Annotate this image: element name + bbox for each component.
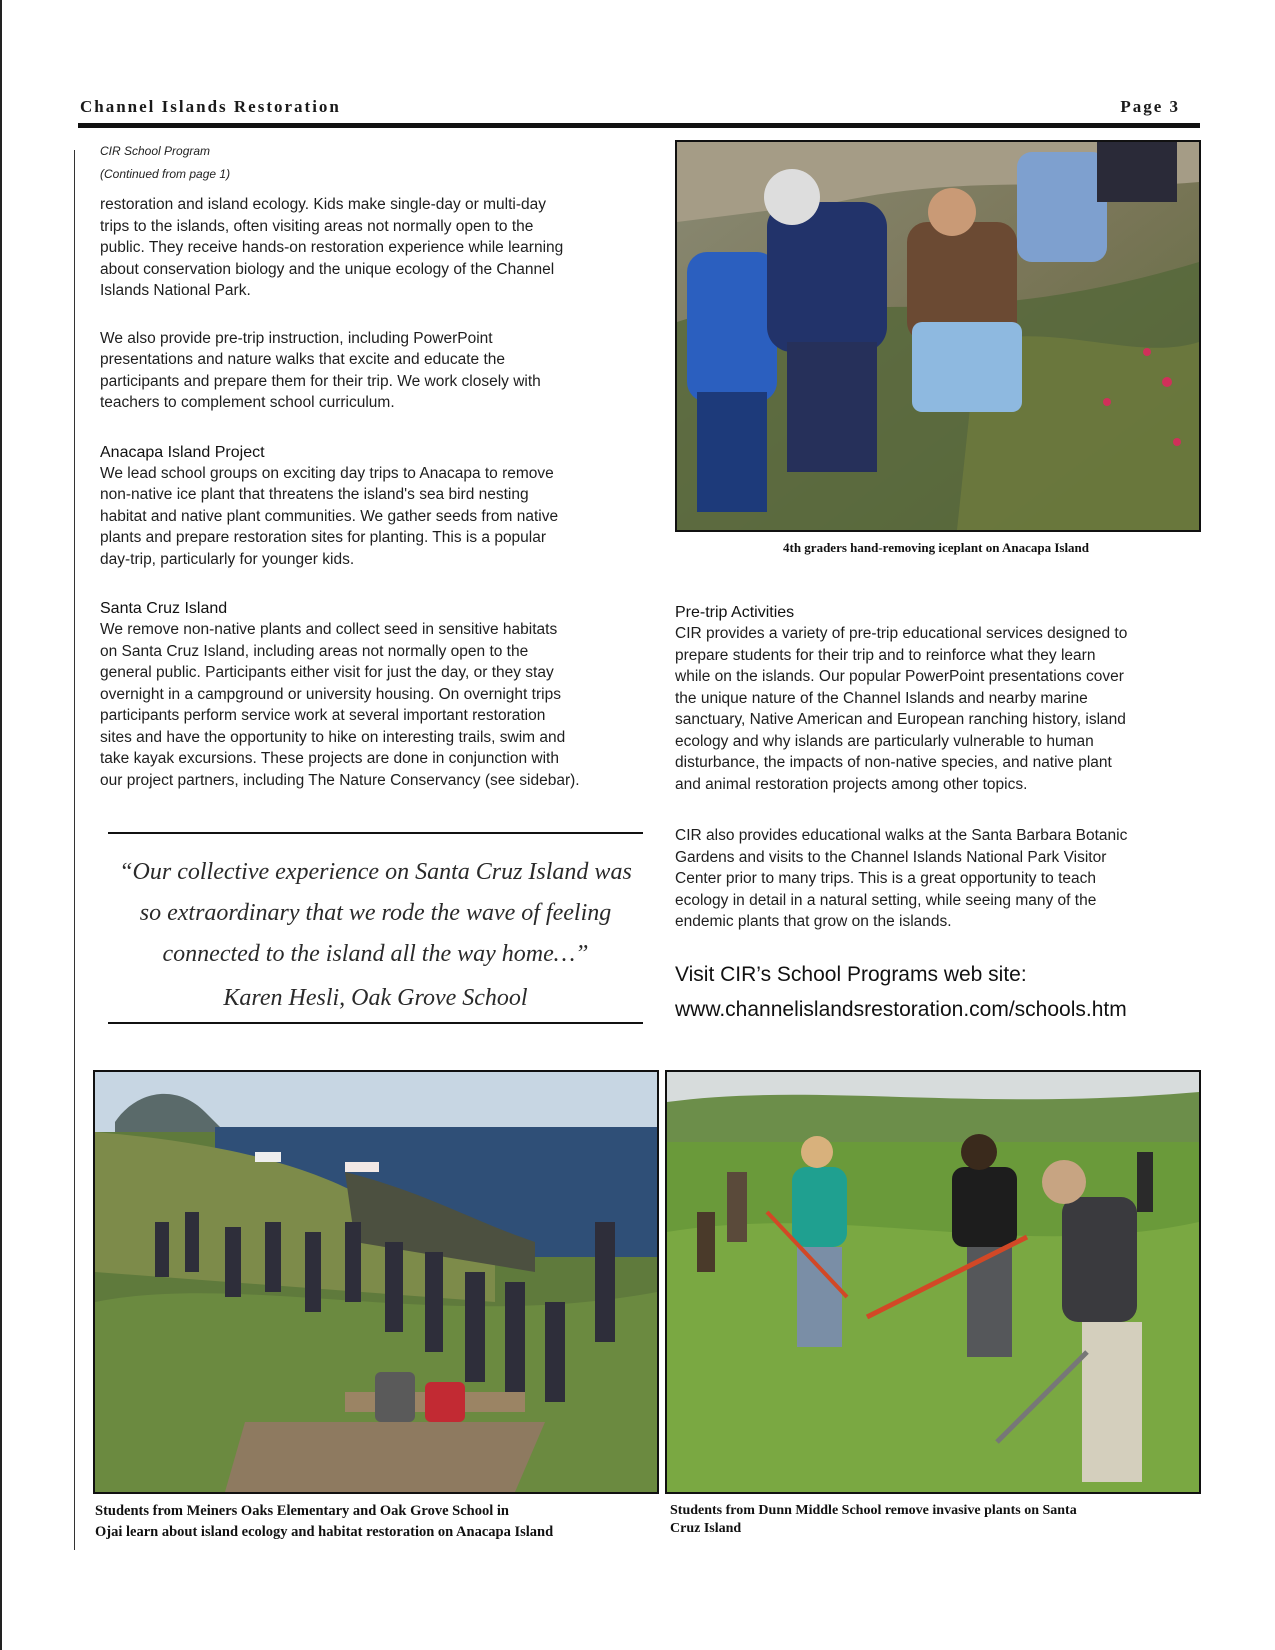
caption-line: Ojai learn about island ecology and habitat restoration on Anacapa Island — [95, 1524, 554, 1540]
text-line: presentations and nature walks that excite and educate the — [100, 351, 505, 368]
text-line: participants perform service work at several important restoration — [100, 707, 546, 724]
intro-paragraph — [100, 194, 645, 302]
photo-anacapa-illustration — [95, 1072, 657, 1492]
header-rule — [78, 123, 1200, 128]
photo-santa-cruz-illustration — [667, 1072, 1199, 1492]
text-line: participants and prepare them for their trip. We work closely with — [100, 372, 541, 390]
text-line: prepare students for their trip and to reinforce what they learn — [675, 646, 1096, 664]
continued-note: (Continued from page 1) — [100, 167, 231, 181]
text-line: sanctuary, Native American and European ranching history, island — [675, 711, 1126, 728]
text-line: We also provide pre-trip instruction, including PowerPoint — [100, 329, 493, 347]
left-column — [100, 140, 645, 791]
anacapa-paragraph — [100, 463, 645, 571]
right-column — [675, 604, 1200, 1027]
column-rule — [74, 150, 75, 1550]
anacapa-heading: Anacapa Island Project — [100, 443, 265, 461]
santa-cruz-paragraph — [100, 619, 645, 791]
pretrip-activities-heading: Pre-trip Activities — [675, 604, 795, 621]
photo-anacapa-group — [93, 1070, 659, 1494]
page-edge — [0, 0, 2, 1650]
text-line: endemic plants that grow on the islands. — [675, 913, 952, 930]
article-kicker: CIR School Program — [100, 144, 211, 158]
text-line: ecology in detail in a natural setting, while seeing many of the — [675, 891, 1097, 909]
text-line: Gardens and visits to the Channel Islands National Park Visitor — [675, 848, 1107, 866]
text-line: on Santa Cruz Island, including areas not normally open to the — [100, 642, 529, 660]
text-line: take kayak excursions. These projects are done in conjunction with — [100, 750, 559, 767]
text-line: restoration and island ecology. Kids make single-day or multi-day — [100, 196, 546, 213]
quote-rule-bottom — [108, 1022, 643, 1024]
santa-cruz-heading: Santa Cruz Island — [100, 600, 228, 617]
text-line: We remove non-native plants and collect seed in sensitive habitats — [100, 621, 558, 638]
text-line: habitat and native plant communities. We gather seeds from native — [100, 507, 559, 525]
quote-text — [108, 852, 643, 975]
text-line: plants and prepare restoration sites for planting. This is a popular — [100, 529, 547, 546]
text-line: and animal restoration projects among other topics. — [675, 775, 1028, 793]
text-line: CIR provides a variety of pre-trip educational services designed to — [675, 625, 1128, 642]
photo-iceplant-caption: 4th graders hand-removing iceplant on Anacapa Island — [782, 540, 1090, 555]
page-number: Page 3 — [1120, 97, 1180, 116]
text-line: We lead school groups on exciting day trips to Anacapa to remove — [100, 464, 554, 482]
quote-rule-top — [108, 832, 643, 834]
photo-santa-cruz-students — [665, 1070, 1201, 1494]
quote-line: “Our collective experience on Santa Cruz Island was — [119, 859, 632, 885]
photo-iceplant-illustration — [677, 142, 1199, 530]
quote-line: so extraordinary that we rode the wave of feeling — [139, 900, 612, 926]
text-line: Islands National Park. — [100, 282, 251, 299]
caption-line: Cruz Island — [670, 1521, 742, 1536]
text-line: the unique nature of the Channel Islands and nearby marine — [675, 689, 1088, 707]
text-line: while on the islands. Our popular PowerPoint presentations cover — [675, 668, 1124, 685]
text-line: overnight in a campground or university housing. On overnight trips — [100, 685, 561, 703]
text-line: non-native ice plant that threatens the island's sea bird nesting — [100, 486, 529, 503]
pull-quote — [108, 832, 643, 1024]
photo-iceplant-removal — [675, 140, 1201, 532]
text-line: disturbance, the impacts of non-native species, and native plant — [675, 754, 1112, 771]
text-line: our project partners, including The Nature Conservancy (see sidebar). — [100, 771, 580, 789]
text-line: Center prior to many trips. This is a great opportunity to teach — [675, 870, 1096, 887]
pretrip-activities-paragraph — [675, 623, 1200, 795]
text-line: teachers to complement school curriculum. — [100, 394, 395, 411]
visit-website-label: Visit CIR’s School Programs web site: — [675, 962, 1027, 986]
text-line: ecology and why islands are particularly vulnerable to human — [675, 732, 1094, 750]
text-line: about conservation biology and the unique ecology of the Channel — [100, 260, 555, 278]
text-line: public. They receive hands-on restoration experience while learning — [100, 239, 564, 256]
caption-line: Students from Meiners Oaks Elementary and Oak Grove School in — [95, 1503, 509, 1519]
educational-walks-paragraph — [675, 825, 1200, 933]
quote-line: connected to the island all the way home…” — [162, 941, 589, 967]
quote-attribution: Karen Hesli, Oak Grove School — [223, 985, 528, 1011]
photo-santa-cruz-caption — [670, 1502, 1200, 1538]
newsletter-header — [80, 93, 1190, 119]
photo-anacapa-caption — [95, 1501, 665, 1543]
text-line: general public. Participants either visit for just the day, or they stay — [100, 664, 554, 681]
text-line: sites and have the opportunity to hike on interesting trails, swim and — [100, 728, 566, 746]
school-programs-link[interactable]: www.channelislandsrestoration.com/schools.htm — [675, 997, 1127, 1021]
caption-line: Students from Dunn Middle School remove invasive plants on Santa — [670, 1503, 1077, 1518]
newsletter-title: Channel Islands Restoration — [80, 97, 341, 116]
text-line: day-trip, particularly for younger kids. — [100, 550, 355, 568]
text-line: CIR also provides educational walks at the Santa Barbara Botanic — [675, 827, 1128, 844]
text-line: trips to the islands, often visiting areas not normally open to the — [100, 217, 534, 235]
pretrip-instruction-paragraph — [100, 328, 645, 414]
